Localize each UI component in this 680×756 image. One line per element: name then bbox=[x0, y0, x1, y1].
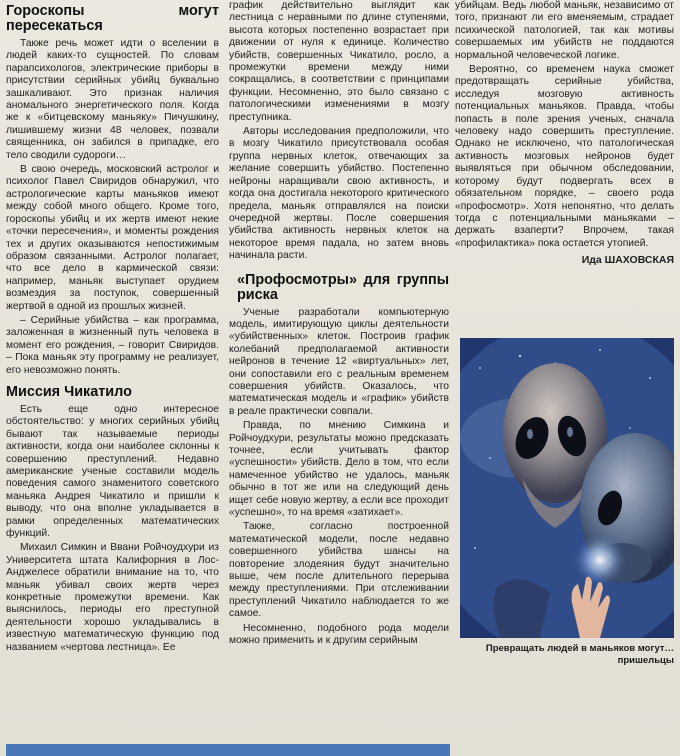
paragraph: Ученые разработали компьютерную модель, имитирующую циклы деятельности «убийственных» клеток. Построив график колебаний предполагаемой активности нейронов в течение 12 «виртуальных» лет, они сопоставили его с реальным временем совершения убийств. Оказалось, что математическая модель и «график» убийств в реале практически совпали. bbox=[229, 306, 449, 417]
column-3 bbox=[455, 0, 674, 267]
heading-horoscopes: Гороскопы могут пересекаться bbox=[6, 3, 219, 34]
column-1 bbox=[6, 0, 219, 654]
alien-image-icon bbox=[460, 338, 674, 638]
paragraph: – Серийные убийства – как программа, заложенная в жизненный путь человека в момент его рождения, – говорит Свиридов. – Пока маньяк эту программу не реализует, его невозможно понять. bbox=[6, 314, 219, 376]
paragraph: убийцам. Ведь любой маньяк, независимо от того, признают ли его вменяемым, страдает психической патологией, так как мотивы совершаемых им убийств не поддаются нормальной человеческой логике. bbox=[455, 0, 674, 61]
bottom-color-bar bbox=[6, 744, 450, 756]
alien-illustration bbox=[460, 338, 674, 638]
paragraph: Авторы исследования предположили, что в мозгу Чикатило присутствовала особая группа нервных клеток, отвечающих за желание совершить убийство. Постепенно нейроны наращивали свою активность, и когда она достигала некоторого критического предела, маньяк отправлялся на поиски очередной жертвы. После совершения убийства активность нервных клеток на некоторое время падала, но затем вновь начинала расти. bbox=[229, 126, 449, 262]
paragraph: Также, согласно построенной математической модели, после недавно совершенного убийства шансы на повторение злодеяния будут значительно выше, чем после длительного перерыва между преступлениями. При отслеживании преступлений Чикатило наблюдается то же самое. bbox=[229, 521, 449, 620]
paragraph: В свою очередь, московский астролог и психолог Павел Свиридов обнаружил, что астрологические карты маньяков имеют между собой много общего. Кроме того, гороскопы убийц и их жертв имеют некие «точки пересечения», и моменты рождения тех и других оказываются непостижимым образом связанными. Астролог полагает, что все дело в кармической связи: например, маньяк выступает орудием возмездия за поступок, совершенный жертвой в одной из прошлых жизней. bbox=[6, 164, 219, 312]
paragraph: Есть еще одно интересное обстоятельство: у многих серийных убийц бывают так называемые периоды активности, когда они наиболее склонны к совершению преступлений. Недавно американские ученые составили модель поведения самого знаменитого советского маньяка Андрея Чикатило и пришли к выводу, что она вполне укладывается в рамки определенных математических функций. bbox=[6, 403, 219, 540]
paragraph: Также речь может идти о вселении в людей каких-то сущностей. По словам парапсихологов, электрические приборы в присутствии серийных убийц буквально зашкаливают. Это признак наличия аномального энергетического поля. Когда же к «битцевскому маньяку» Пичушкину, лишившему жизни 48 человек, позвали священника, он забился в припадке, его тело сводили судороги… bbox=[6, 38, 219, 161]
paragraph: Несомненно, подобного рода модели можно применить и к другим серийным bbox=[229, 622, 449, 647]
paragraph: Вероятно, со временем наука сможет предотвращать серийные убийства, исследуя мозговую активность потенциальных маньяков. Правда, чтобы попасть в поле зрения ученых, сначала человеку надо совершить преступление. Однако не исключено, что патологическая активность мозговых нейронов будет выявляться при обычном обследовании, которому будут подвергать всех в обязательном порядке, – своего рода «профосмотр». Хотя непонятно, что делать тогда с потенциальными маньяками – держать взаперти? Впрочем, такая «профилактика» пока остается утопией. bbox=[455, 64, 674, 249]
paragraph: Михаил Симкин и Ввани Ройчоудхури из Университета штата Калифорния в Лос-Анджелесе обратили внимание на то, что маньяк убивал своих жертв через конкретные промежутки времени. Как выяснилось, периоды его преступной деятельности хорошо укладывались в известную математическую функцию под названием «чертова лестница». Ее bbox=[6, 542, 219, 653]
author-byline: Ида ШАХОВСКАЯ bbox=[581, 254, 674, 267]
heading-checkups: «Профосмотры» для группы риска bbox=[237, 271, 449, 303]
column-2 bbox=[229, 0, 449, 648]
paragraph: график действительно выглядит как лестница с неравными по длине ступенями, высота которых постепенно возрастает при движении от нуля к единице. Количество убийств, совершенных Чикатило, росло, а промежутки времени между ними сокращались, в соответствии с принципами функции. Несомненно, это было связано с патологическими изменениями в мозгу преступника. bbox=[229, 0, 449, 123]
image-caption: Превращать людей в маньяков могут… пришельцы bbox=[485, 643, 674, 666]
paragraph: Правда, по мнению Симкина и Ройчоудхури, результаты можно предсказать точнее, если учитывать фактор «успешности» убийств. Дело в том, что если намеченное убийство не удалось, маньяк обычно в тот же или на следующий день ищет себе новую жертву, а если все проходит «успешно», то на время «затихает». bbox=[229, 420, 449, 519]
heading-chikatilo-mission: Миссия Чикатило bbox=[6, 383, 132, 400]
